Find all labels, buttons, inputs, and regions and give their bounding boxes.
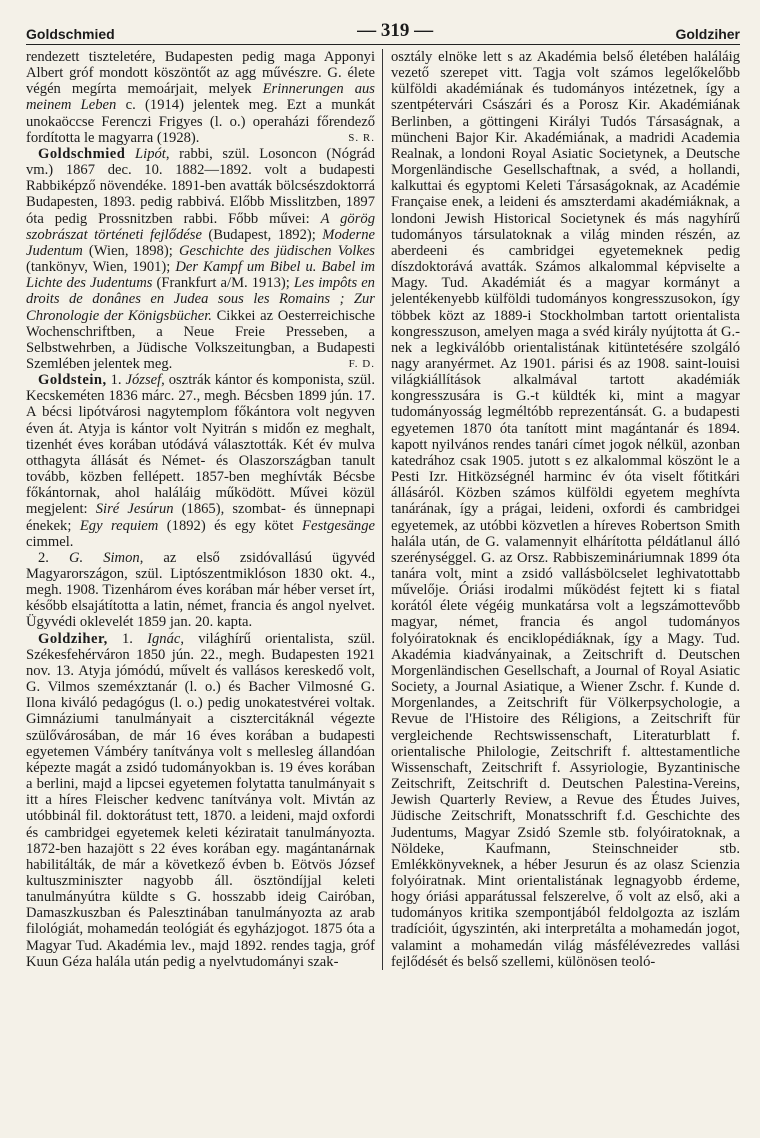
italic-text: Festgesänge bbox=[302, 517, 375, 534]
paragraph bbox=[26, 49, 375, 146]
italic-text: Siré Jesúrun bbox=[95, 501, 174, 518]
body-text: , az első zsidóvallású ügyvéd Magyarországon, szül. Liptószentmiklóson 1830 okt. 4., megh. 1908. Tizenhárom éves korában már héber verset írt, később elsajátította a latin, német, francia és angol nyelvet. Ügyvédi oklevelét 1859 jan. 20. kapta. bbox=[26, 549, 376, 631]
italic-text: Egy requiem bbox=[79, 517, 159, 534]
body-text: cimmel. bbox=[26, 533, 74, 550]
italic-text: Moderne Judentum bbox=[26, 226, 375, 259]
entry-headword: Goldstein, bbox=[38, 372, 107, 389]
header-rule bbox=[26, 44, 740, 45]
italic-text: Der Kampf um Bibel u. Babel im Lichte des Judentums bbox=[26, 259, 375, 292]
italic-text: József bbox=[125, 372, 162, 389]
italic-text: G. Simon bbox=[68, 549, 140, 566]
body-text: (tankönyv, Wien, 1901); bbox=[26, 259, 176, 276]
right-column bbox=[382, 49, 740, 970]
italic-text: Les impôts en droits de donânes en Judea sous les Romains ; Zur Chronologie der Königsbücher. bbox=[26, 275, 375, 324]
paragraph bbox=[391, 49, 740, 970]
body-text: (Frankfurt a/M. 1913); bbox=[152, 275, 294, 292]
left-column bbox=[26, 49, 375, 970]
header-left-keyword: Goldschmied bbox=[26, 26, 115, 42]
body-text: (1892) és egy kötet bbox=[158, 517, 303, 534]
body-text: , osztrák kántor és komponista, szül. Kecskeméten 1836 márc. 27., megh. Bécsben 1899 jún. 17. A bécsi lipótvárosi nagytemplom főkántora volt negyven éven át. Atyja is kántor volt Nyitrán s midőn ez meghalt, tizenhét éves korában utódává választották. Két év mulva otthagyta állását és Német- és Olaszországban tanult tovább, közben fellépett. 1857-ben meghívták Bécsbe főkántornak, ahol haláláig működött. Művei közül megjelent: bbox=[26, 372, 375, 518]
dictionary-entry bbox=[26, 631, 375, 970]
body-text: 1. bbox=[107, 630, 148, 647]
body-text: 1. bbox=[106, 372, 126, 389]
italic-text: Ignác bbox=[147, 630, 181, 647]
italic-text: A görög szobrászat történeti fejlődése bbox=[26, 210, 376, 243]
dictionary-entry bbox=[26, 372, 375, 550]
author-signature: S. R. bbox=[348, 131, 375, 144]
body-text bbox=[125, 146, 135, 162]
entry-headword: Goldschmied bbox=[38, 145, 126, 162]
page-number: — 319 — bbox=[357, 20, 434, 41]
entry-headword: Goldziher, bbox=[38, 630, 108, 647]
author-signature: F. D. bbox=[348, 357, 375, 370]
italic-text: Geschichte des jüdischen Volkes bbox=[178, 242, 375, 259]
dictionary-entry bbox=[26, 146, 375, 372]
body-text: (Wien, 1898); bbox=[82, 242, 179, 259]
body-text: Cikkei az Oesterreichische Wochenschriftben, a Neue Freie Presseben, a Selbstwehrben, a Jüdische Volkszeitungban, a Budapesti Szemlében jelentek meg. bbox=[26, 307, 375, 372]
italic-text: Erinnerungen aus meinem Leben bbox=[26, 81, 375, 114]
running-header bbox=[26, 14, 740, 42]
body-text: (1865), szombat- és ünnepnapi énekek; bbox=[26, 501, 375, 534]
body-text: 2. bbox=[38, 549, 69, 566]
text-columns bbox=[26, 49, 740, 970]
body-text: (Budapest, 1892); bbox=[201, 226, 323, 243]
body-text: c. (1914) jelentek meg. Ezt a munkát unokaöccse Ferenczi Frigyes (l. o.) operaházi főrendező fordította le magyarra (1928). bbox=[26, 97, 376, 146]
body-text: rendezett tiszteletére, Budapesten pedig maga Apponyi Albert gróf mondott köszöntőt az agg művészre. G. élete végén megírta memoárjait, melyek bbox=[26, 49, 375, 98]
body-text: , világhírű orientalista, szül. Székesfehérváron 1850 jún. 22., megh. Budapesten 1921 nov. 13. Atyja jómódú, művelt és vallásos kereskedő volt, G. Vilmos szeméxztanár (l. o.) és Bacher Vilmosné G. Ilona kiváló pedagógus (l. o.) pedig unokatestvérei voltak. Gimnáziumi tanulmányait a cisztercitáknál végezte szülővárosában, de már 16 éves korában a budapesti egyetemen Vámbéry tanítványa volt s mellesleg állandóan képezte magát a zsidó tudományokban is. 19 éves korában a berlini, majd a lipcsei egyetemen folytatta tanulmányait s itt a híres Fleischer kedvenc tanítványa volt. Mivtán az utóbbinál fil. doktorátust tett, 1870. a leideni, majd oxfordi és cambridgei egyetemek keleti kéziratait tanulmányozta. 1872-ben hazajött s 22 éves korában egy. magántanárnak habilitálták, de már a következő évben b. Eötvös József kultuszminiszter nagyobb áll. ösztöndíjjal keleti tanulmányútra küldte s G. hosszabb ideig Cairóban, Damaszkuszban és Palesztinában tanulmányozta az arab filológiát, mohamedán teológiát és egyházjogot. 1875 óta a Magyar Tud. Akadémia lev., majd 1892. rendes tagja, gróf Kuun Géza halála után pedig a nyelvtudományi szak- bbox=[26, 630, 375, 970]
body-text: , rabbi, szül. Losoncon (Nógrád vm.) 1867 dec. 10. 1882—1892. volt a budapesti Rabbiképző növendéke. 1891-ben avatták bölcsészdoktorrá Budapesten, 1893. pedig rabbivá. Előbb Misslitzben, 1897 óta pedig Prossnitzben rabbi. Főbb művei: bbox=[26, 145, 376, 227]
header-right-keyword: Goldziher bbox=[675, 26, 740, 42]
italic-text: Lipót bbox=[135, 145, 166, 162]
paragraph bbox=[26, 550, 375, 631]
body-text: osztály elnöke lett s az Akadémia belső életében haláláig vezető szerepet vitt. Tagja volt számos legelőkelőbb külföldi akadémiának és tudományos intézetnek, így a szentpétervári Császári és a Porosz Kir. Akadémiának Berlinben, a göttingeni Királyi Tudós Társaságnak, a müncheni Bajor Kir. Akadémiának, a madridi Academia Realnak, a londoni Royal Asiatic Societynek, a Deutsche Morgenländische Gesellschaftnak, a svéd, a hollandi, kalkuttai és egyptomi Keleti Társaságoknak, az Académie Française enek, a leideni és amszterdami akadémiáknak, a londoni Jewish Historical Societynek és más nagyhírű tudományos társulatoknak a világ minden részén, az aberdeeni és cambridgei egyetemeknek pedig díszdoktorává avatták. Számos alkalommal képviselte a Magy. Tud. Akadémiát és a magyar kormányt a jelentékenyebb külföldi tudományos kongresszusokon, így többek közt az 1889-i Stockholmban tartott orientalista kongresszuson, amelyen maga a svéd király nyújtotta át G.-nek a legkiválóbb orientalistának kitüntetésére szolgáló nagy aranyérmet. Az 1901. párisi és az 1908. saint-louisi világkiállítások alkalmával tartott akadémiák kongresszusára is G.-t küldték ki, mint a magyar tudományosság legméltóbb reprezentánsát. G. a budapesti egyetemen 1870 óta tanított mint magántanár és 1894. kapott nyilvános rendes tanári címet jogok nélkül, azonban katedrához csak 1905. jutott s ez alkalommal köszönt le a Pesti Izr. Hitközségnél harminc év óta viselt főtitkári állásáról. Közben számos külföldi egyetem meghívta tanárának, így a prágai, leideni, oxfordi és cambridgei egyetemek, az utóbbi közvetlen a híreves Robertson Smith halála után, de G. valamennyit elhárította példátlanul álló szerénységgel. G. az Orsz. Rabbiszemináriumnak 1899 óta tanára volt, mint a zsidó vallásbölcselet leghivatottabb művelője. Óriási irodalmi működést fejtett ki s fiatal korától élete végéig munkatársa volt a legszámottevőbb magyar, német, francia és angol tudományos folyóiratoknak és enciklopédiáknak, így a Magy. Tud. Akadémia kiadványainak, a Zeitschrift d. Deutschen Morgenländischen Gesellschaft, a Journal of Royal Asiatic Society, a Journal Asiatique, a Wiener Zschr. f. Kunde d. Morgenlandes, a Zeitschrift für Völkerpsychologie, a Revue de l'Histoire des Réligions, a Zeitschrift für vergleichende Rechtswissenschaft, Literaturblatt f. orientalische Philologie, Zeitschrift f. alttestamentliche Wissenschaft, Zeitschrift f. Assyriologie, Byzantinische Zeitschrift, Zeitschrift d. Deutschen Palestina-Vereins, Jewish Quarterly Review, a Revue des Études Juives, Jüdische Zeitschrift, Monatsschrift f.d. Geschichte des Judentums, Magyar Zsidó Szemle stb. folyóiratoknak, a Nöldeke, Kaufmann, Steinschneider stb. Emlékkönyveknek, a héber Jesurun és az olasz Scienzia folyóiratnak. Mint orientalistának legnagyobb érdeme, hogy óriási apparátussal felszerelve, ő volt az első, aki a tudományos kritika szempontjából feldolgozta az iszlám tradícióit, úgyszintén, aki interpretálta a mohamedán jogot, valamint a mohamedán világ másfélévezredes vallási fejlődését és belső szellemi, különösen teoló- bbox=[391, 49, 740, 970]
